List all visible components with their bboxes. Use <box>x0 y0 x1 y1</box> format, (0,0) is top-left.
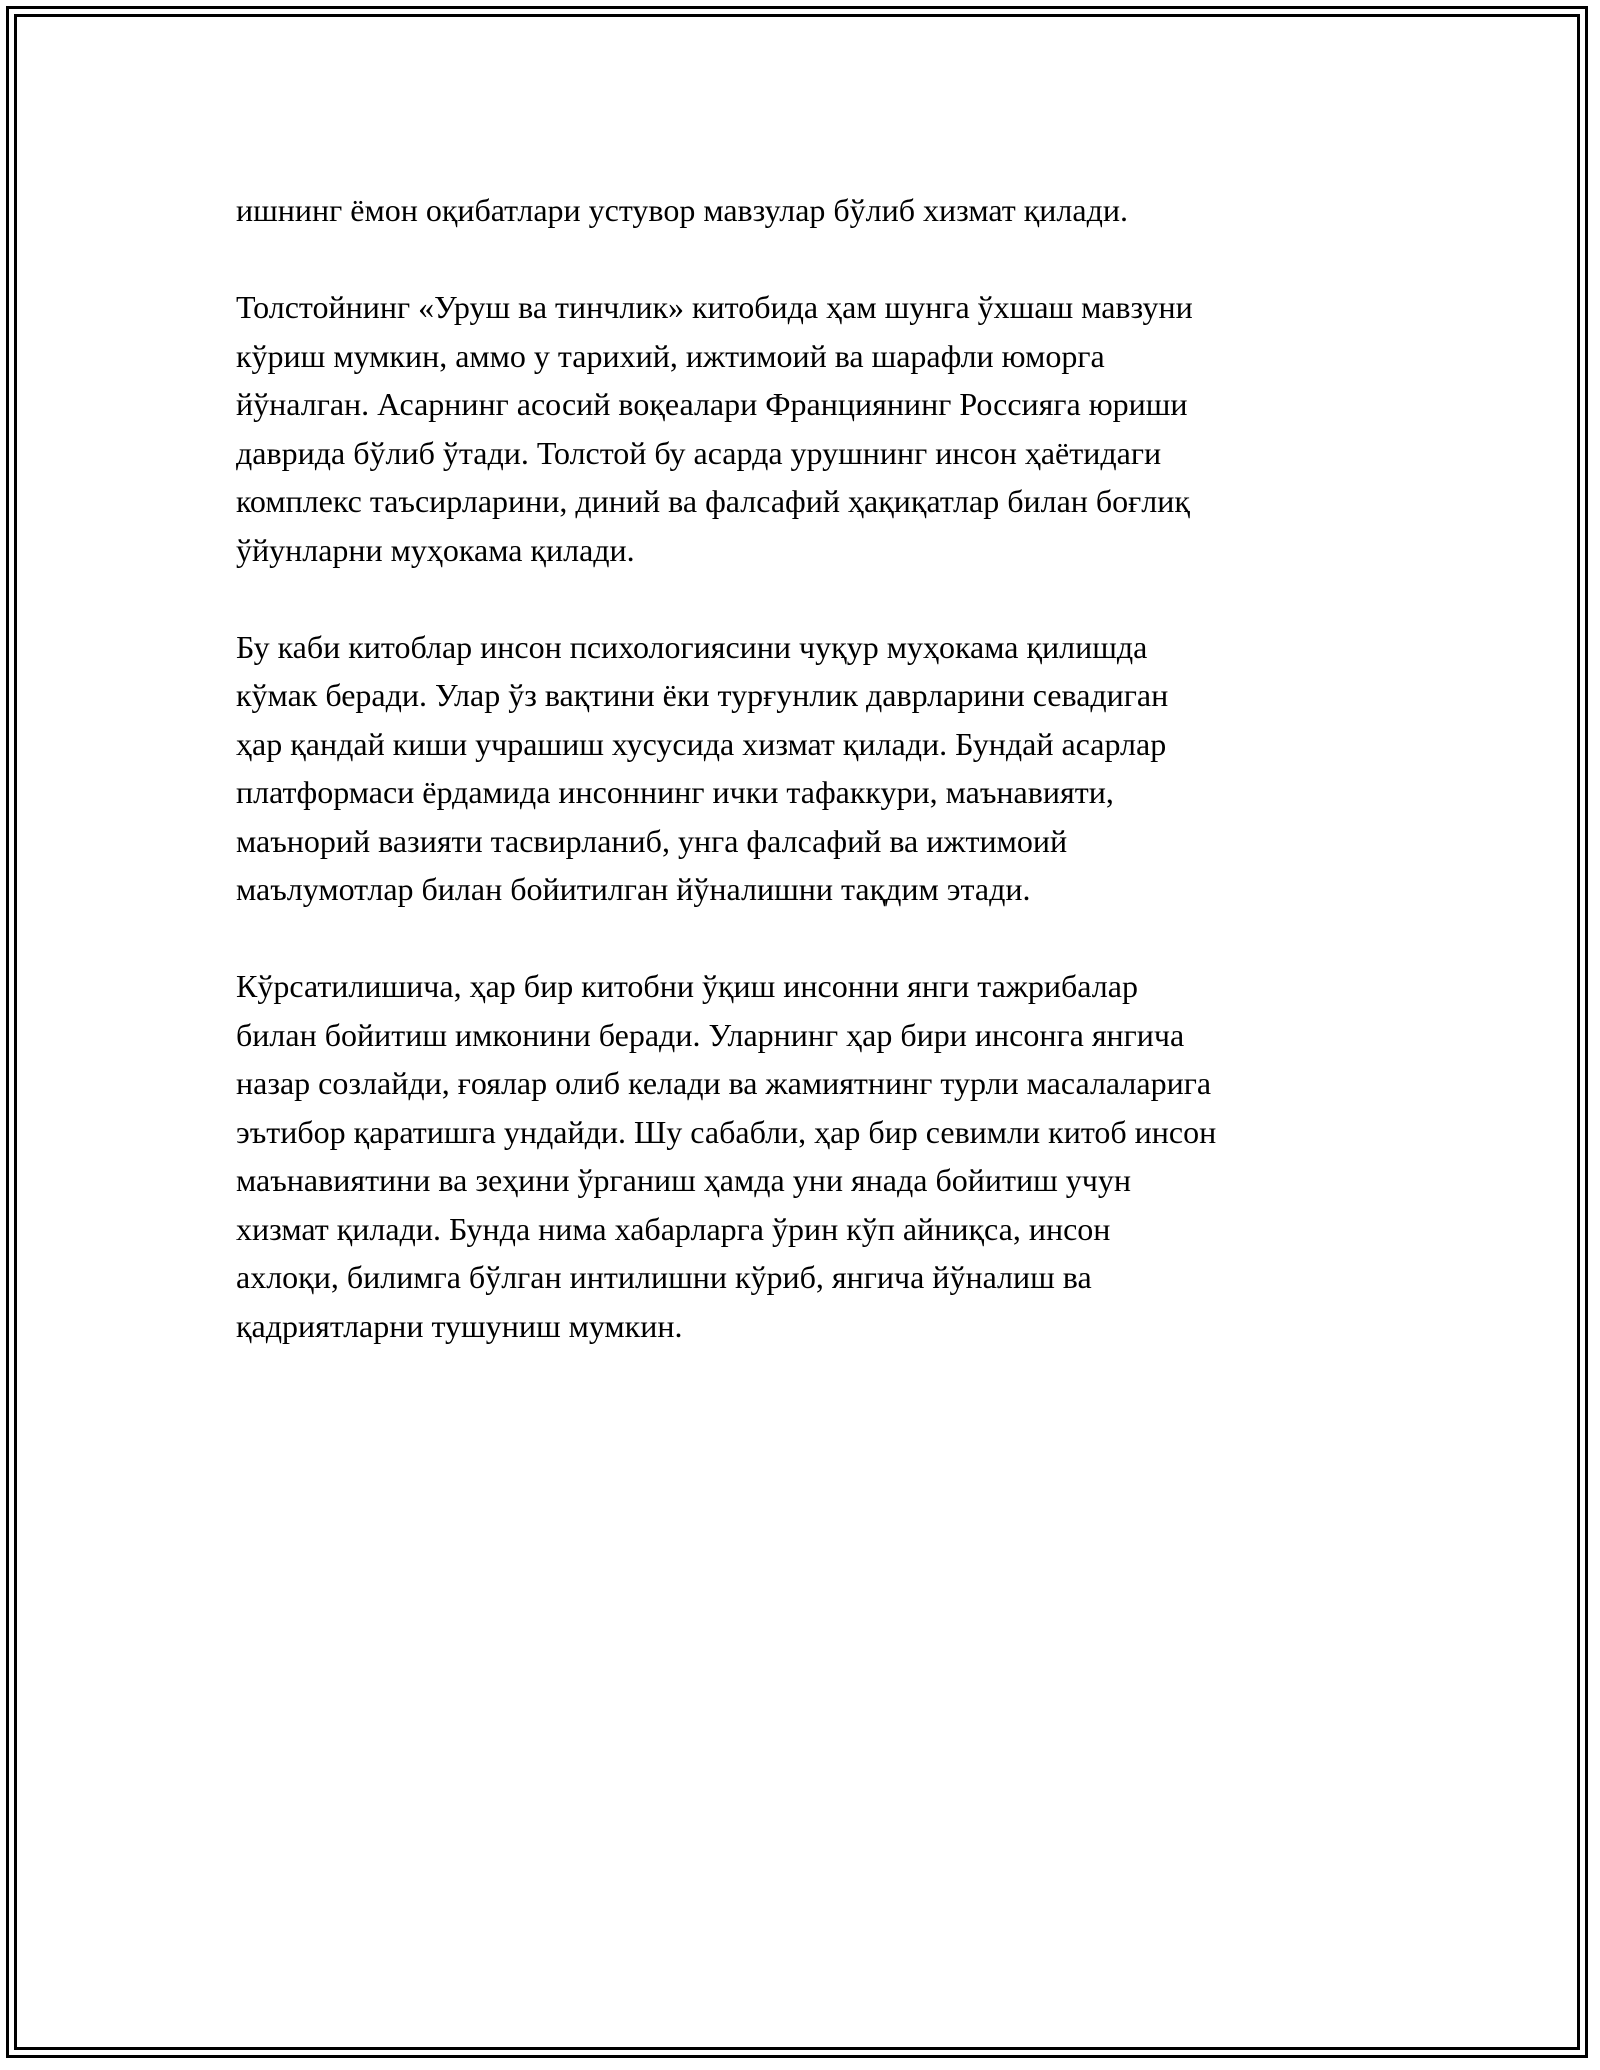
text-line: билан бойитиш имконини беради. Уларнинг ҳар бири инсонга янгича <box>236 1016 1185 1053</box>
paragraph-4 <box>236 962 1396 1350</box>
text-line: маълумотлар билан бойитилган йўналишни тақдим этади. <box>236 871 1031 907</box>
paragraph-3 <box>236 623 1396 914</box>
text-line: кўриш мумкин, аммо у тарихий, ижтимоий ва шарафли юморга <box>236 337 1105 374</box>
text-line: назар созлайди, ғоялар олиб келади ва жамиятнинг турли масалаларига <box>236 1065 1212 1101</box>
text-line: ишнинг ёмон оқибатлари устувор мавзулар бўлиб хизмат қилади. <box>236 192 1128 228</box>
text-line: хизмат қилади. Бунда нима хабарларга ўрин кўп айниқса, инсон <box>236 1210 1111 1247</box>
text-line: Бу каби китоблар инсон психологиясини чуқур муҳокама қилишда <box>236 628 1148 665</box>
paragraph-2 <box>236 283 1396 574</box>
text-line: маънорий вазияти тасвирланиб, унга фалсафий ва ижтимоий <box>236 822 1068 859</box>
text-line: Кўрсатилишича, ҳар бир китобни ўқиш инсонни янги тажрибалар <box>236 968 1138 1004</box>
text-line: қадриятларни тушуниш мумкин. <box>236 1307 683 1344</box>
text-line: эътибор қаратишга ундайди. Шу сабабли, ҳар бир севимли китоб инсон <box>236 1113 1217 1150</box>
text-line: Толстойнинг «Уруш ва тинчлик» китобида ҳам шунга ўхшаш мавзуни <box>236 289 1193 325</box>
text-line: ахлоқи, билимга бўлган интилишни кўриб, янгича йўналиш ва <box>236 1259 1092 1295</box>
text-line: даврида бўлиб ўтади. Толстой бу асарда урушнинг инсон ҳаётидаги <box>236 434 1162 471</box>
text-line: маънавиятини ва зеҳини ўрганиш ҳамда уни янада бойитиш учун <box>236 1162 1131 1198</box>
text-line: платформаси ёрдамида инсоннинг ички тафаккури, маънавияти, <box>236 774 1114 810</box>
text-line: йўналган. Асарнинг асосий воқеалари Франциянинг Россияга юриши <box>236 386 1188 422</box>
text-line: ҳар қандай киши учрашиш хусусида хизмат қилади. Бундай асарлар <box>236 725 1167 762</box>
text-line: комплекс таъсирларини, диний ва фалсафий ҳақиқатлар билан боғлиқ <box>236 483 1190 519</box>
text-line: кўмак беради. Улар ўз вақтини ёки турғунлик даврларини севадиган <box>236 677 1169 713</box>
document-body <box>236 186 1396 1399</box>
paragraph-1 <box>236 186 1396 235</box>
text-line: ўйунларни муҳокама қилади. <box>236 531 635 568</box>
